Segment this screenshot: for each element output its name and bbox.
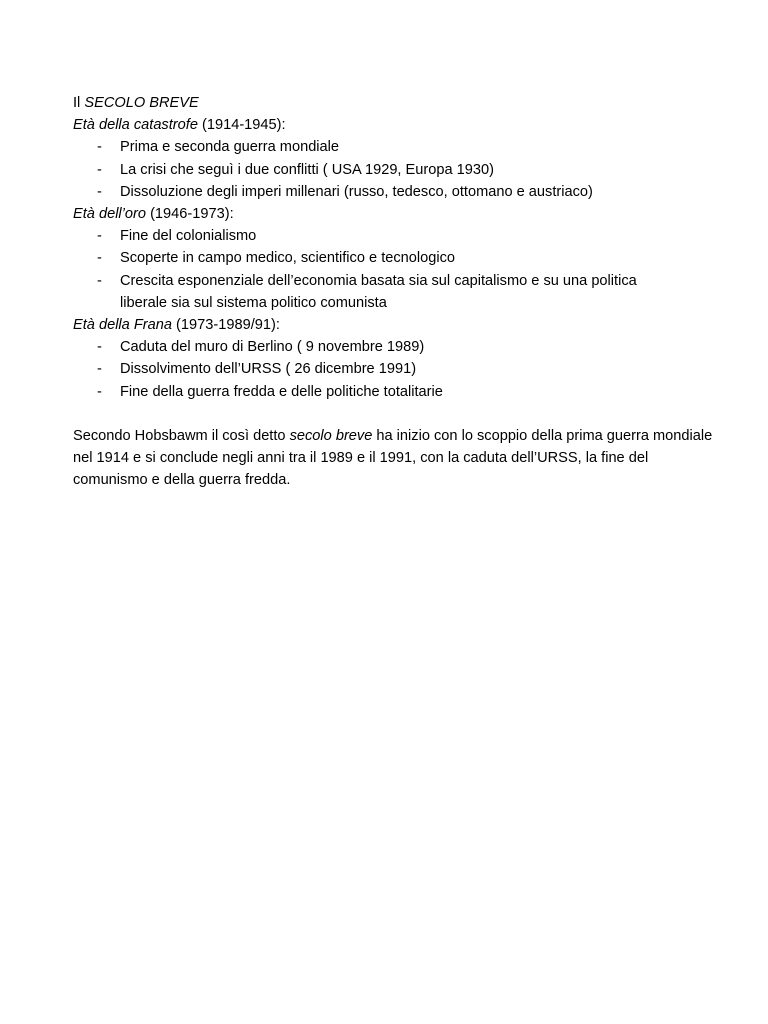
bullet-marker: - [97,361,102,378]
list-item-text: Dissolvimento dell’URSS ( 26 dicembre 1991) [120,361,417,378]
bullet-marker: - [97,139,102,156]
bullet-marker: - [97,183,102,200]
title-emphasis: SECOLO BREVE [84,95,199,111]
document-body [73,92,713,491]
list-item [73,381,713,403]
list-item-text: Fine del colonialismo [120,228,257,245]
list-item [73,159,713,181]
list-item-text: Prima e seconda guerra mondiale [120,139,340,156]
section-period: (1946-1973): [146,206,234,223]
summary-text-after: ha inizio con lo scoppio della prima guerra mondiale nel 1914 e si conclude negli anni tra il 1989 e il 1991, con la caduta dell’URSS, la fine del comunismo e della guerra fredda. [73,427,713,489]
list-item [73,336,713,358]
bullet-marker: - [97,161,102,178]
bullet-list [73,336,713,403]
section-name: Età dell’oro [73,206,147,223]
list-item-text: Fine della guerra fredda e delle politiche totalitarie [120,383,443,400]
list-item [73,358,713,380]
title-prefix: Il [73,95,85,111]
list-item-text: Dissoluzione degli imperi millenari (russo, tedesco, ottomano e austriaco) [120,183,593,200]
section-period: (1973-1989/91): [171,317,280,334]
bullet-marker: - [97,250,102,267]
section-period: (1914-1945): [197,117,286,134]
list-item-text: La crisi che seguì i due conflitti ( USA 1929, Europa 1930) [120,161,494,178]
section-name: Età della catastrofe [73,117,198,134]
section-heading [73,314,713,336]
summary-emphasis: secolo breve [289,427,373,444]
bullet-marker: - [97,339,102,356]
bullet-marker: - [97,228,102,245]
list-item [73,136,713,158]
bullet-marker: - [97,383,102,400]
summary-paragraph [73,425,713,492]
section-heading [73,114,713,136]
summary-text-before: Secondo Hobsbawm il così detto [73,427,290,444]
paragraph-spacer [73,403,713,425]
section-name: Età della Frana [73,317,172,334]
list-item-text: Crescita esponenziale dell’economia basata sia sul capitalismo e su una politica liberale sia sul sistema politico comunista [120,272,637,311]
section-heading [73,203,713,225]
bullet-marker: - [97,272,102,289]
list-item [73,247,713,269]
document-title [73,92,713,114]
list-item [73,225,713,247]
bullet-list [73,225,713,314]
bullet-list [73,136,713,203]
list-item [73,181,713,203]
list-item-text: Scoperte in campo medico, scientifico e tecnologico [120,250,456,267]
list-item [73,270,713,314]
list-item-text: Caduta del muro di Berlino ( 9 novembre 1989) [120,339,425,356]
